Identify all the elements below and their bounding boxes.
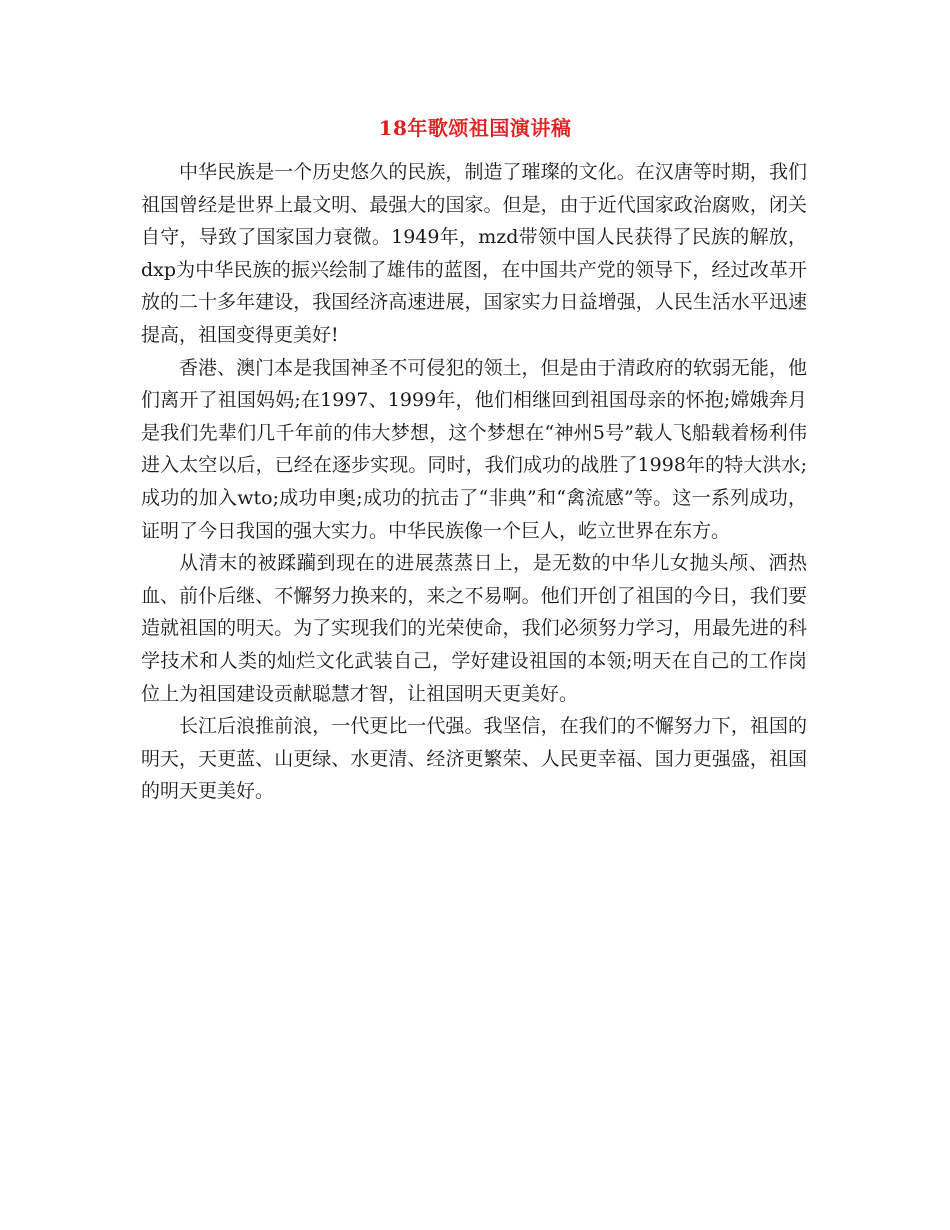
paragraph: 从清末的被蹂躏到现在的进展蒸蒸日上，是无数的中华儿女抛头颅、洒热血、前仆后继、不懈努力换来的，来之不易啊。他们开创了祖国的今日，我们要造就祖国的明天。为了实现我们的光荣使命，我们必须努力学习，用最先进的科学技术和人类的灿烂文化武装自己，学好建设祖国的本领;明天在自己的工作岗位上为祖国建设贡献聪慧才智，让祖国明天更美好。 — [141, 552, 807, 705]
paragraph: 中华民族是一个历史悠久的民族，制造了璀璨的文化。在汉唐等时期，我们祖国曾经是世界上最文明、最强大的国家。但是，由于近代国家政治腐败，闭关自守，导致了国家国力衰微。1949年，mzd带领中国人民获得了民族的解放，dxp为中华民族的振兴绘制了雄伟的蓝图，在中国共产党的领导下，经过改革开放的二十多年建设，我国经济高速进展，国家实力日益增强，人民生活水平迅速提高，祖国变得更美好! — [141, 161, 807, 346]
paragraph: 香港、澳门本是我国神圣不可侵犯的领土，但是由于清政府的软弱无能，他们离开了祖国妈妈;在1997、1999年，他们相继回到祖国母亲的怀抱;嫦娥奔月是我们先辈们几千年前的伟大梦想，这个梦想在“神州5号”载人飞船载着杨利伟进入太空以后，已经在逐步实现。同时，我们成功的战胜了1998年的特大洪水;成功的加入wto;成功申奥;成功的抗击了“非典”和“禽流感”等。这一系列成功，证明了今日我国的强大实力。中华民族像一个巨人，屹立世界在东方。 — [141, 356, 807, 542]
paragraph: 长江后浪推前浪，一代更比一代强。我坚信，在我们的不懈努力下，祖国的明天，天更蓝、山更绿、水更清、经济更繁荣、人民更幸福、国力更强盛，祖国的明天更美好。 — [141, 715, 807, 803]
document-body — [141, 156, 807, 808]
document-title: 18年歌颂祖国演讲稿 — [378, 116, 572, 140]
